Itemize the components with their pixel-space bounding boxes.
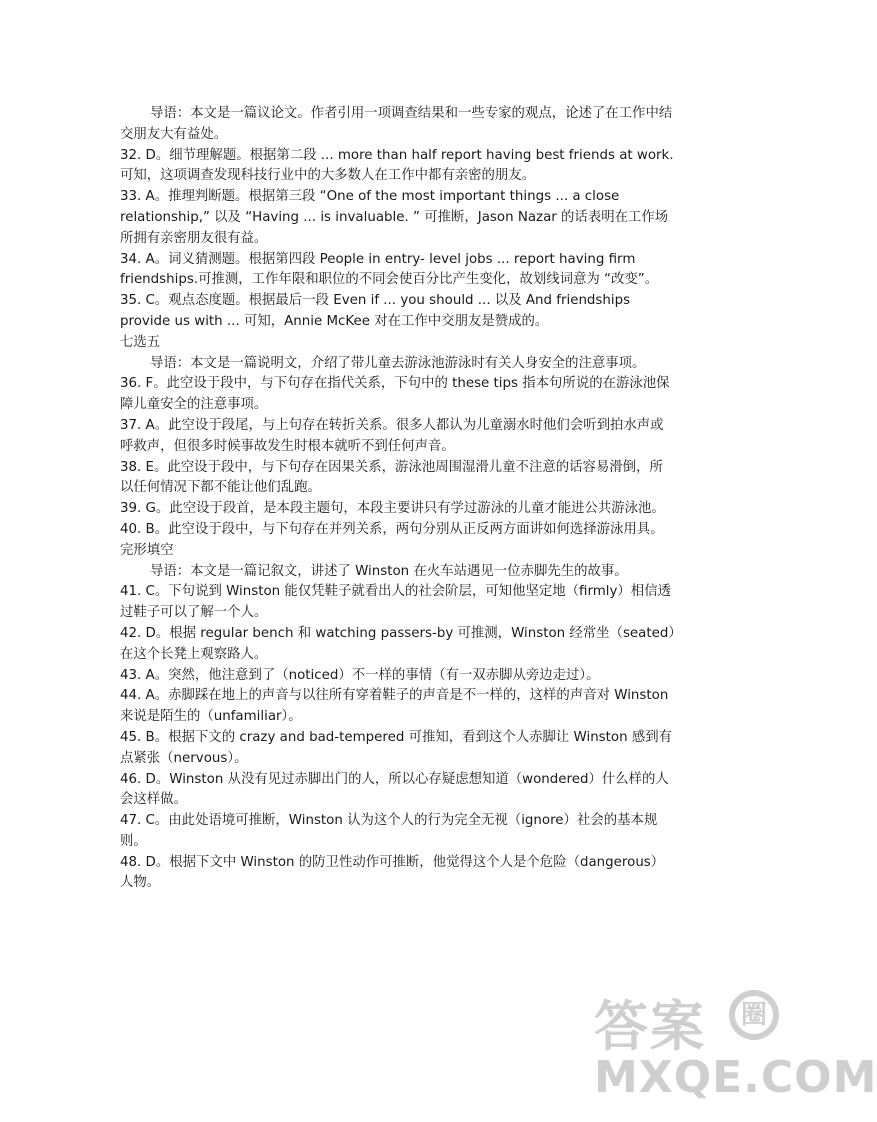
logo-badge-icon: 圈 bbox=[729, 990, 779, 1040]
logo-url-text: MXQE.COM bbox=[594, 1052, 877, 1103]
paragraph: 42. D。根据 regular bench 和 watching passers-by 可推测，Winston 经常坐（seated）在这个长凳上观察路人。 bbox=[120, 625, 676, 662]
paragraph: 34. A。词义猜测题。根据第四段 People in entry- level jobs ... report having firm friendships.可推测，工作年限和职位的不同会使百分比产生变化，故划线词意为 “改变”。 bbox=[120, 251, 659, 288]
paragraph: 36. F。此空设于段中，与下句存在指代关系，下句中的 these tips 指本句所说的在游泳池保障儿童安全的注意事项。 bbox=[120, 376, 670, 413]
paragraph: 43. A。突然，他注意到了（noticed）不一样的事情（有一双赤脚从旁边走过）。 bbox=[120, 667, 600, 683]
paragraph: 47. C。由此处语境可推断，Winston 认为这个人的行为完全无视（ignore）社会的基本规则。 bbox=[120, 813, 658, 849]
paragraph: 33. A。推理判断题。根据第三段 “One of the most important things ... a close relationship,” 以及 “Having ... is invaluable. ” 可推断，Jason Nazar 的话表明在工作场所拥有亲密朋友很有益。 bbox=[120, 189, 669, 246]
paragraph: 41. C。下句说到 Winston 能仅凭鞋子就看出人的社会阶层，可知他坚定地（firmly）相信透过鞋子可以了解一个人。 bbox=[120, 584, 671, 621]
paragraph: 导语：本文是一篇说明文，介绍了带儿童去游泳池游泳时有关人身安全的注意事项。 bbox=[150, 355, 646, 371]
paragraph: 37. A。此空设于段尾，与上句存在转折关系。很多人都认为儿童溺水时他们会听到拍水声或呼救声，但很多时候事故发生时根本就听不到任何声音。 bbox=[120, 417, 664, 454]
paragraph: 40. B。此空设于段中，与下句存在并列关系，两句分别从正反两方面讲如何选择游泳用具。 bbox=[120, 521, 664, 537]
paragraph: 七选五 bbox=[120, 334, 161, 350]
paragraph: 48. D。根据下文中 Winston 的防卫性动作可推断，他觉得这个人是个危险（dangerous）人物。 bbox=[120, 854, 665, 891]
logo-brand-text: 答案 bbox=[594, 995, 706, 1058]
paragraph: 导语：本文是一篇记叙文，讲述了 Winston 在火车站遇见一位赤脚先生的故事。 bbox=[150, 563, 628, 579]
paragraph: 38. E。此空设于段中，与下句存在因果关系，游泳池周围湿滑儿童不注意的话容易滑倒，所以任何情况下都不能让他们乱跑。 bbox=[120, 459, 663, 496]
paragraph: 44. A。赤脚踩在地上的声音与以往所有穿着鞋子的声音是不一样的，这样的声音对 Winston 来说是陌生的（unfamiliar）。 bbox=[120, 688, 669, 725]
answer-explanations bbox=[120, 104, 676, 894]
paragraph: 45. B。根据下文的 crazy and bad-tempered 可推知，看到这个人赤脚让 Winston 感到有点紧张（nervous）。 bbox=[120, 729, 673, 766]
paragraph: 46. D。Winston 从没有见过赤脚出门的人，所以心存疑虑想知道（wondered）什么样的人会这样做。 bbox=[120, 771, 669, 808]
paragraph: 完形填空 bbox=[120, 542, 174, 558]
paragraph: 39. G。此空设于段首，是本段主题句，本段主要讲只有学过游泳的儿童才能进公共游泳池。 bbox=[120, 501, 665, 517]
paragraph: 35. C。观点态度题。根据最后一段 Even if ... you should ... 以及 And friendships provide us with ... 可知，Annie McKee 对在工作中交朋友是赞成的。 bbox=[120, 293, 631, 329]
paragraph: 导语：本文是一篇议论文。作者引用一项调查结果和一些专家的观点，论述了在工作中结交朋友大有益处。 bbox=[120, 106, 673, 142]
paragraph: 32. D。细节理解题。根据第二段 ... more than half report having best friends at work.可知，这项调查发现科技行业中的大多数人在工作中都有亲密的朋友。 bbox=[120, 147, 674, 184]
site-logo bbox=[594, 984, 877, 1114]
